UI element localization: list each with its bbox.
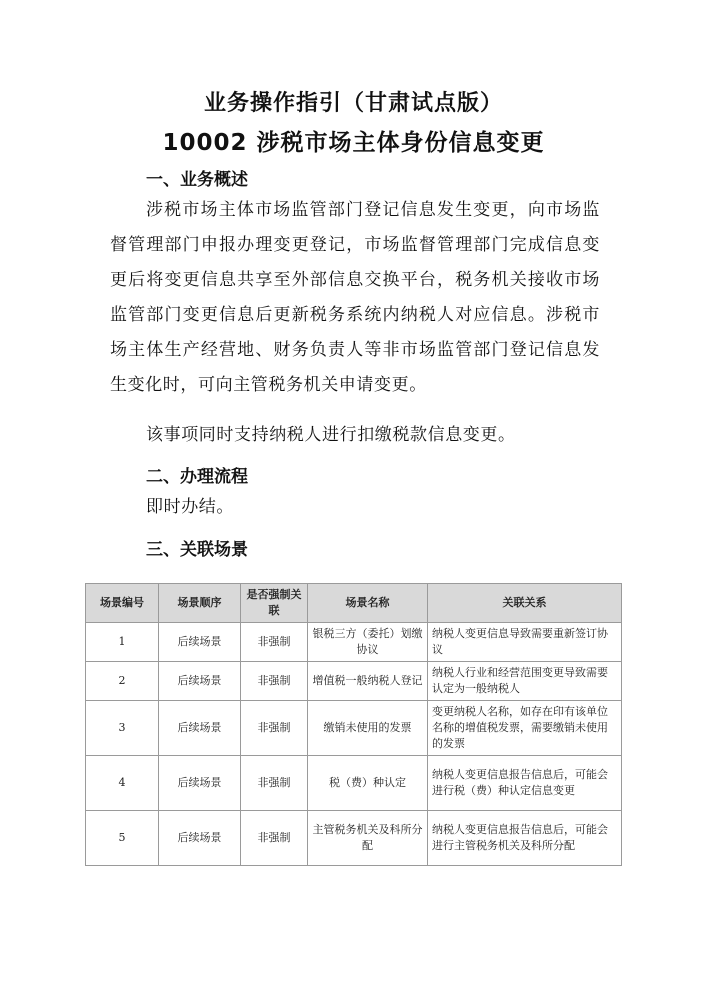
cell-relation: 变更纳税人名称，如存在印有该单位名称的增值税发票，需要缴销未使用的发票 (428, 701, 622, 756)
cell-scene-order: 后续场景 (159, 756, 241, 811)
table-header-row (86, 584, 622, 623)
table-row (86, 662, 622, 701)
cell-mandatory: 非强制 (241, 701, 308, 756)
cell-mandatory: 非强制 (241, 756, 308, 811)
column-header-scene-id: 场景编号 (86, 584, 159, 623)
cell-scene-id: 5 (86, 811, 159, 866)
column-header-mandatory: 是否强制关联 (241, 584, 308, 623)
cell-scene-order: 后续场景 (159, 662, 241, 701)
cell-relation: 纳税人变更信息报告信息后，可能会进行主管税务机关及科所分配 (428, 811, 622, 866)
cell-scene-id: 2 (86, 662, 159, 701)
cell-mandatory: 非强制 (241, 811, 308, 866)
cell-scene-name: 缴销未使用的发票 (308, 701, 428, 756)
document-title: 业务操作指引（甘肃试点版） (203, 91, 503, 116)
cell-relation: 纳税人变更信息导致需要重新签订协议 (428, 623, 622, 662)
process-paragraph: 即时办结。 (146, 497, 234, 517)
table-row (86, 811, 622, 866)
cell-mandatory: 非强制 (241, 662, 308, 701)
cell-scene-id: 1 (86, 623, 159, 662)
cell-scene-name: 增值税一般纳税人登记 (308, 662, 428, 701)
cell-scene-name: 主管税务机关及科所分配 (308, 811, 428, 866)
document-subtitle: 10002 涉税市场主体身份信息变更 (162, 130, 545, 156)
cell-relation: 纳税人变更信息报告信息后，可能会进行税（费）种认定信息变更 (428, 756, 622, 811)
overview-paragraph-2: 该事项同时支持纳税人进行扣缴税款信息变更。 (146, 425, 516, 445)
cell-scene-order: 后续场景 (159, 623, 241, 662)
column-header-relation: 关联关系 (428, 584, 622, 623)
table-row (86, 756, 622, 811)
overview-paragraph: 涉税市场主体市场监管部门登记信息发生变更，向市场监督管理部门申报办理变更登记，市场监督管理部门完成信息变更后将变更信息共享至外部信息交换平台，税务机关接收市场监管部门变更信息后更新税务系统内纳税人对应信息。涉税市场主体生产经营地、财务负责人等非市场监管部门登记信息发生变化时，可向主管税务机关申请变更。 (110, 200, 600, 395)
cell-scene-order: 后续场景 (159, 701, 241, 756)
section-heading-overview: 一、业务概述 (146, 170, 248, 190)
related-scenes-table (85, 583, 622, 866)
cell-mandatory: 非强制 (241, 623, 308, 662)
cell-scene-id: 4 (86, 756, 159, 811)
section-heading-scenes: 三、关联场景 (146, 540, 248, 560)
cell-scene-order: 后续场景 (159, 811, 241, 866)
section-heading-process: 二、办理流程 (146, 467, 248, 487)
cell-scene-id: 3 (86, 701, 159, 756)
column-header-scene-name: 场景名称 (308, 584, 428, 623)
column-header-scene-order: 场景顺序 (159, 584, 241, 623)
table-row (86, 623, 622, 662)
cell-scene-name: 税（费）种认定 (308, 756, 428, 811)
table-row (86, 701, 622, 756)
cell-relation: 纳税人行业和经营范围变更导致需要认定为一般纳税人 (428, 662, 622, 701)
cell-scene-name: 银税三方（委托）划缴协议 (308, 623, 428, 662)
